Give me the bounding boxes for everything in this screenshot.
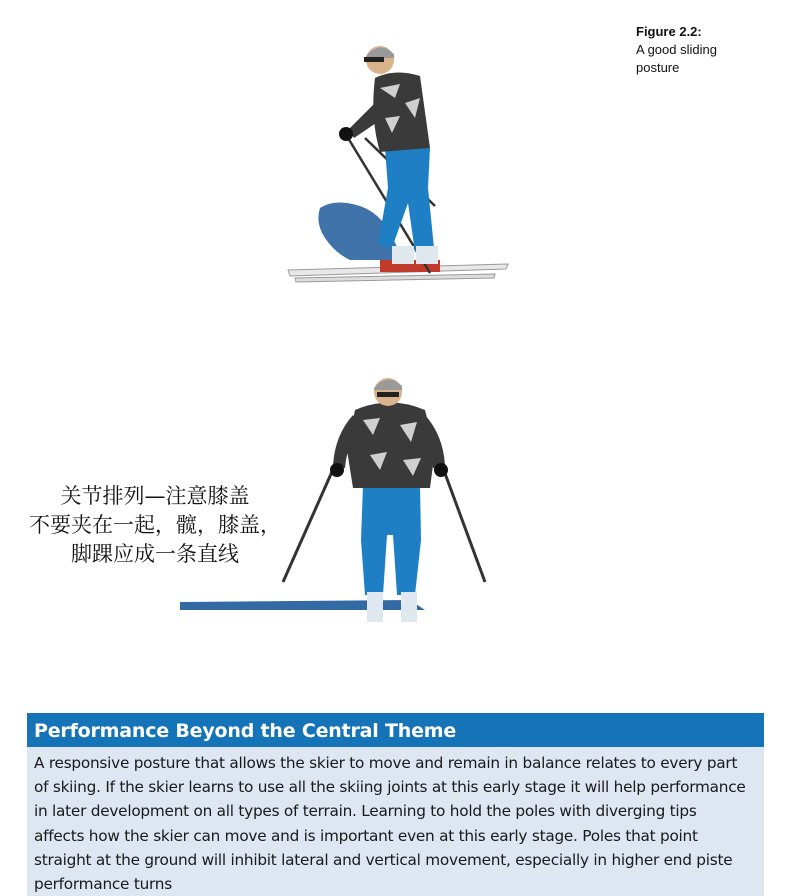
panel-line-4: affects how the skier can move and is important even at this early stage. Poles that point xyxy=(34,826,698,845)
panel-line-6: performance turns xyxy=(34,875,172,894)
panel-title: Performance Beyond the Central Theme xyxy=(27,713,764,747)
panel-body xyxy=(27,747,764,896)
panel-line-3: in later development on all types of terrain. Learning to hold the poles with diverging tips xyxy=(34,802,697,821)
annotation-line-1: 关节排列—注意膝盖 xyxy=(60,484,250,508)
annotation-line-2: 不要夹在一起，髋，膝盖， xyxy=(29,513,281,537)
panel-line-2: of skiing. If the skier learns to use all the skiing joints at this early stage it will help performance xyxy=(34,778,746,797)
figure-number: Figure 2.2: xyxy=(636,24,702,39)
panel-line-1: A responsive posture that allows the skier to move and remain in balance relates to every part xyxy=(34,754,738,772)
figure-caption-line-2: posture xyxy=(636,60,680,75)
skier-side-view-photo xyxy=(280,38,520,288)
panel-line-5: straight at the ground will inhibit lateral and vertical movement, especially in higher end piste xyxy=(34,850,733,869)
figure-caption-line-1: A good sliding xyxy=(636,42,717,57)
info-panel xyxy=(27,713,764,896)
annotation-line-3: 脚踝应成一条直线 xyxy=(71,542,239,566)
figure-caption xyxy=(636,23,786,77)
annotation-note xyxy=(10,482,300,569)
